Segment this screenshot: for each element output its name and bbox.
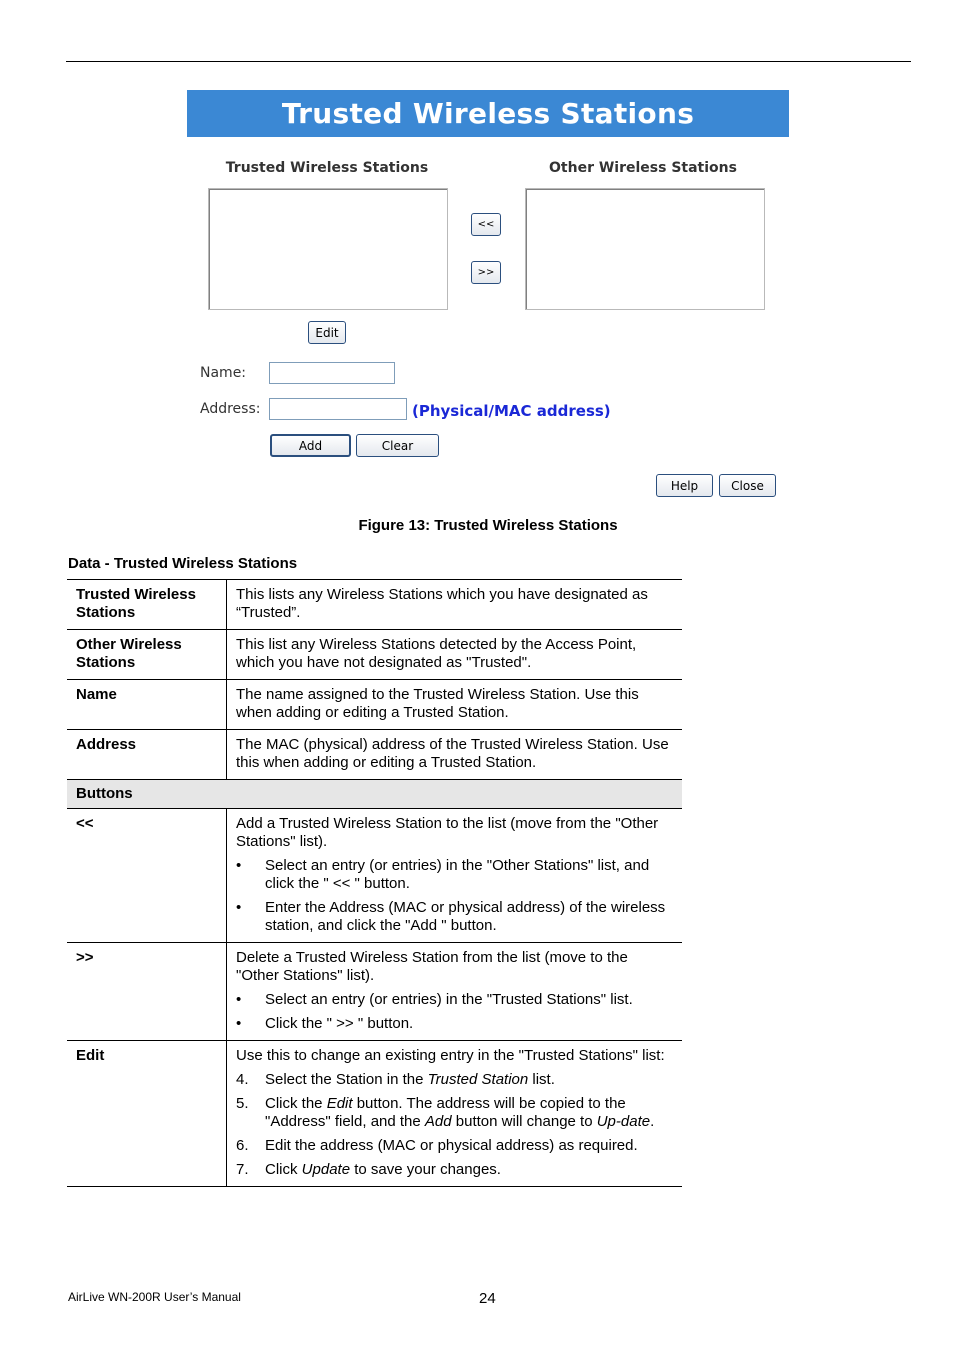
row-term: Address <box>67 730 227 780</box>
row-term: << <box>67 809 227 943</box>
bullet-text: Click the " >> " button. <box>265 1015 414 1032</box>
step-text: Click the Edit button. The address will be copied to the "Address" field, and the Add button will change to Up-date. <box>265 1095 655 1130</box>
footer-manual-title: AirLive WN-200R User’s Manual <box>68 1290 241 1304</box>
row-term: Edit <box>67 1041 227 1187</box>
row-description <box>227 809 683 943</box>
figure-banner-title: Trusted Wireless Stations <box>187 90 789 137</box>
list-item <box>236 991 674 1009</box>
row-term: >> <box>67 943 227 1041</box>
list-item <box>236 899 674 935</box>
trusted-list-heading: Trusted Wireless Stations <box>225 160 429 176</box>
table-row <box>67 809 682 943</box>
step-number: 4. <box>236 1071 249 1088</box>
table-row <box>67 730 682 780</box>
step-number: 7. <box>236 1161 249 1178</box>
step-number: 5. <box>236 1095 249 1112</box>
bullet-marker: • <box>236 899 242 916</box>
row-term: Trusted Wireless Stations <box>67 580 227 630</box>
row-description: This lists any Wireless Stations which you have designated as “Trusted”. <box>227 580 683 630</box>
move-left-button[interactable]: << <box>471 213 501 236</box>
step-number: 6. <box>236 1137 249 1154</box>
table-title: Data - Trusted Wireless Stations <box>68 555 298 572</box>
list-item <box>236 1015 674 1033</box>
row-description: The name assigned to the Trusted Wireless Station. Use this when adding or editing a Trusted Station. <box>227 680 683 730</box>
row-term: Name <box>67 680 227 730</box>
list-item <box>236 1137 674 1155</box>
list-item <box>236 857 674 893</box>
bullet-text: Select an entry (or entries) in the "Trusted Stations" list. <box>265 991 633 1008</box>
section-heading: Buttons <box>67 780 682 809</box>
mac-address-hint: (Physical/MAC address) <box>412 402 611 420</box>
row-intro: Add a Trusted Wireless Station to the list (move from the "Other Stations" list). <box>236 815 659 850</box>
bullet-marker: • <box>236 857 242 874</box>
bullet-marker: • <box>236 1015 242 1032</box>
name-input[interactable] <box>269 362 395 384</box>
step-text: Edit the address (MAC or physical address) as required. <box>265 1137 638 1154</box>
other-stations-listbox[interactable] <box>525 188 765 310</box>
help-button[interactable]: Help <box>656 474 713 497</box>
add-button[interactable]: Add <box>270 434 351 457</box>
other-list-heading: Other Wireless Stations <box>549 160 737 176</box>
address-label: Address: <box>200 401 261 417</box>
section-row <box>67 780 682 809</box>
list-item <box>236 1161 674 1179</box>
row-description: The MAC (physical) address of the Trusted Wireless Station. Use this when adding or editing a Trusted Station. <box>227 730 683 780</box>
clear-button[interactable]: Clear <box>356 434 439 457</box>
close-button[interactable]: Close <box>719 474 776 497</box>
step-text: Click Update to save your changes. <box>265 1161 501 1178</box>
row-intro: Use this to change an existing entry in the "Trusted Stations" list: <box>236 1047 665 1064</box>
figure-caption: Figure 13: Trusted Wireless Stations <box>358 517 618 534</box>
table-row <box>67 680 682 730</box>
address-input[interactable] <box>269 398 407 420</box>
step-text: Select the Station in the Trusted Station list. <box>265 1071 555 1088</box>
row-description: This list any Wireless Stations detected by the Access Point, which you have not designated as "Trusted". <box>227 630 683 680</box>
table-row <box>67 580 682 630</box>
row-intro: Delete a Trusted Wireless Station from the list (move to the "Other Stations" list). <box>236 949 628 984</box>
row-description <box>227 943 683 1041</box>
table-row <box>67 943 682 1041</box>
page-number: 24 <box>479 1290 496 1307</box>
header-rule <box>66 61 911 62</box>
row-description <box>227 1041 683 1187</box>
list-item <box>236 1095 674 1131</box>
list-item <box>236 1071 674 1089</box>
move-right-button[interactable]: >> <box>471 261 501 284</box>
data-table <box>67 579 682 1187</box>
bullet-text: Enter the Address (MAC or physical address) of the wireless station, and click the "Add " button. <box>265 899 666 934</box>
table-row <box>67 1041 682 1187</box>
trusted-stations-listbox[interactable] <box>208 188 448 310</box>
name-label: Name: <box>200 365 247 381</box>
edit-button[interactable]: Edit <box>308 321 346 344</box>
bullet-marker: • <box>236 991 242 1008</box>
bullet-text: Select an entry (or entries) in the "Other Stations" list, and click the " << " button. <box>265 857 650 892</box>
row-term: Other Wireless Stations <box>67 630 227 680</box>
table-row <box>67 630 682 680</box>
